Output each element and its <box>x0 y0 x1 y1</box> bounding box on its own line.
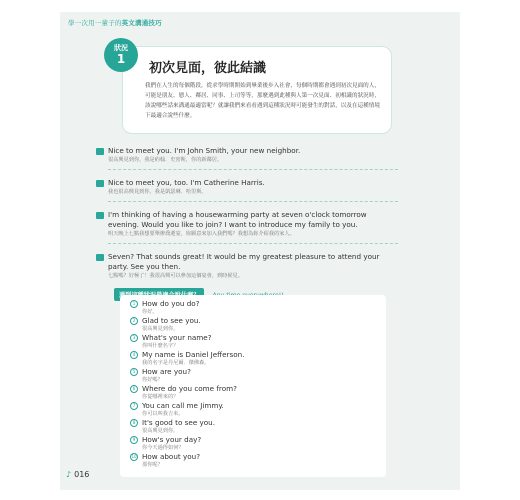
phrase-en: How are you? <box>142 367 191 376</box>
phrase-en: How's your day? <box>142 435 202 444</box>
phrase-zh: 很高興見到你。 <box>142 428 179 434</box>
phrase-zh: 你可以叫我吉米。 <box>142 411 184 417</box>
phrase-item <box>130 299 380 316</box>
phrase-en: Glad to see you. <box>142 316 201 325</box>
phrase-zh: 我的名字是丹尼爾．傑佛森。 <box>142 360 210 366</box>
phrase-en: My name is Daniel Jefferson. <box>142 350 245 359</box>
dialogue-zh: 很高興見到你，我是約翰．史密斯，你的新鄰居。 <box>108 157 223 163</box>
phrase-number: 8 <box>130 419 138 427</box>
dialogue-turn <box>96 178 396 202</box>
phrase-zh: 你好。 <box>142 309 158 315</box>
music-note-icon: ♪ <box>66 470 72 479</box>
phrase-item <box>130 418 380 435</box>
phrase-zh: 你好嗎？ <box>142 377 163 383</box>
phrase-number: 3 <box>130 334 138 342</box>
speaker-icon <box>96 148 104 155</box>
phrase-list <box>130 299 380 469</box>
phrase-en: It's good to see you. <box>142 418 216 427</box>
dialogue-en: Seven? That sounds great! It would be my greatest pleasure to attend your party. See you then. <box>108 252 380 271</box>
phrases-card <box>120 295 386 477</box>
running-head-prefix: 學一次用一輩子的 <box>68 19 122 27</box>
dialogue-turn <box>96 252 396 280</box>
phrase-number: 4 <box>130 351 138 359</box>
speaker-icon <box>96 254 104 261</box>
phrase-en: What's your name? <box>142 333 212 342</box>
phrase-zh: 那你呢？ <box>142 462 163 468</box>
book-page <box>60 12 460 490</box>
running-head-highlight: 英文溝通技巧 <box>121 19 162 27</box>
dialogue <box>96 146 396 288</box>
dashed-divider <box>108 201 398 202</box>
page-folio <box>66 470 89 479</box>
phrase-zh: 你從哪裡來的？ <box>142 394 179 400</box>
dialogue-zh: 我也很高興見到你，我是凱瑟琳．哈里斯。 <box>108 189 207 195</box>
phrase-number: 9 <box>130 436 138 444</box>
situation-badge <box>104 38 138 72</box>
dialogue-zh: 七點嗎？好極了！我很高興可以參加這個宴會，到時候見。 <box>108 273 243 279</box>
intro-card <box>122 46 392 134</box>
speaker-icon <box>96 180 104 187</box>
running-head <box>68 18 162 27</box>
dialogue-en: I'm thinking of having a housewarming party at seven o'clock tomorrow evening. Would you like to join? I want to introduce my family to you. <box>108 210 367 229</box>
phrase-zh: 你叫什麼名字？ <box>142 343 179 349</box>
dialogue-zh: 明天晚上七點我想要舉辦喬遷宴，妳願意來加入我們嗎？我想為妳介紹我的家人。 <box>108 231 295 237</box>
phrase-en: How about you? <box>142 452 201 461</box>
phrase-number: 7 <box>130 402 138 410</box>
phrase-item <box>130 401 380 418</box>
situation-label: 狀況 <box>114 44 128 52</box>
phrase-number: 10 <box>131 454 137 459</box>
dialogue-en: Nice to meet you, too. I'm Catherine Harris. <box>108 178 265 187</box>
phrase-number: 1 <box>130 300 138 308</box>
phrase-number: 2 <box>130 317 138 325</box>
situation-number: 1 <box>116 52 126 66</box>
dialogue-en: Nice to meet you. I'm John Smith, your new neighbor. <box>108 146 301 155</box>
intro-title: 初次見面，彼此結識 <box>149 61 267 76</box>
intro-body: 我們在人生的每個階段，從求學時期開始到畢業後步入社會，每個時期都會遇到初次見面的人，可能是朋友、戀人、鄰居、同事、上司等等，那麼遇到此種與人第一次見面、初相識的狀況時，該說哪些話來溝通最適當呢？就讓我們來看看遇到這種狀況時可能發生的對話，以及在這種情境下最適合說些什麼。 <box>145 83 380 119</box>
phrase-item <box>130 333 380 350</box>
phrase-number: 5 <box>130 368 138 376</box>
phrase-item <box>130 367 380 384</box>
phrase-item <box>130 452 380 469</box>
phrase-zh: 很高興見到你。 <box>142 326 179 332</box>
dialogue-turn <box>96 146 396 170</box>
dialogue-turn <box>96 210 396 244</box>
phrase-en: Where do you come from? <box>142 384 237 393</box>
dashed-divider <box>108 243 398 244</box>
phrase-number: 6 <box>130 385 138 393</box>
phrase-item <box>130 435 380 452</box>
phrase-item <box>130 384 380 401</box>
page-number: 016 <box>74 470 90 479</box>
phrase-en: How do you do? <box>142 299 200 308</box>
phrase-en: You can call me Jimmy. <box>142 401 224 410</box>
speaker-icon <box>96 212 104 219</box>
phrase-zh: 你今天過得如何？ <box>142 445 184 451</box>
phrase-item <box>130 316 380 333</box>
phrase-item <box>130 350 380 367</box>
dashed-divider <box>108 169 398 170</box>
